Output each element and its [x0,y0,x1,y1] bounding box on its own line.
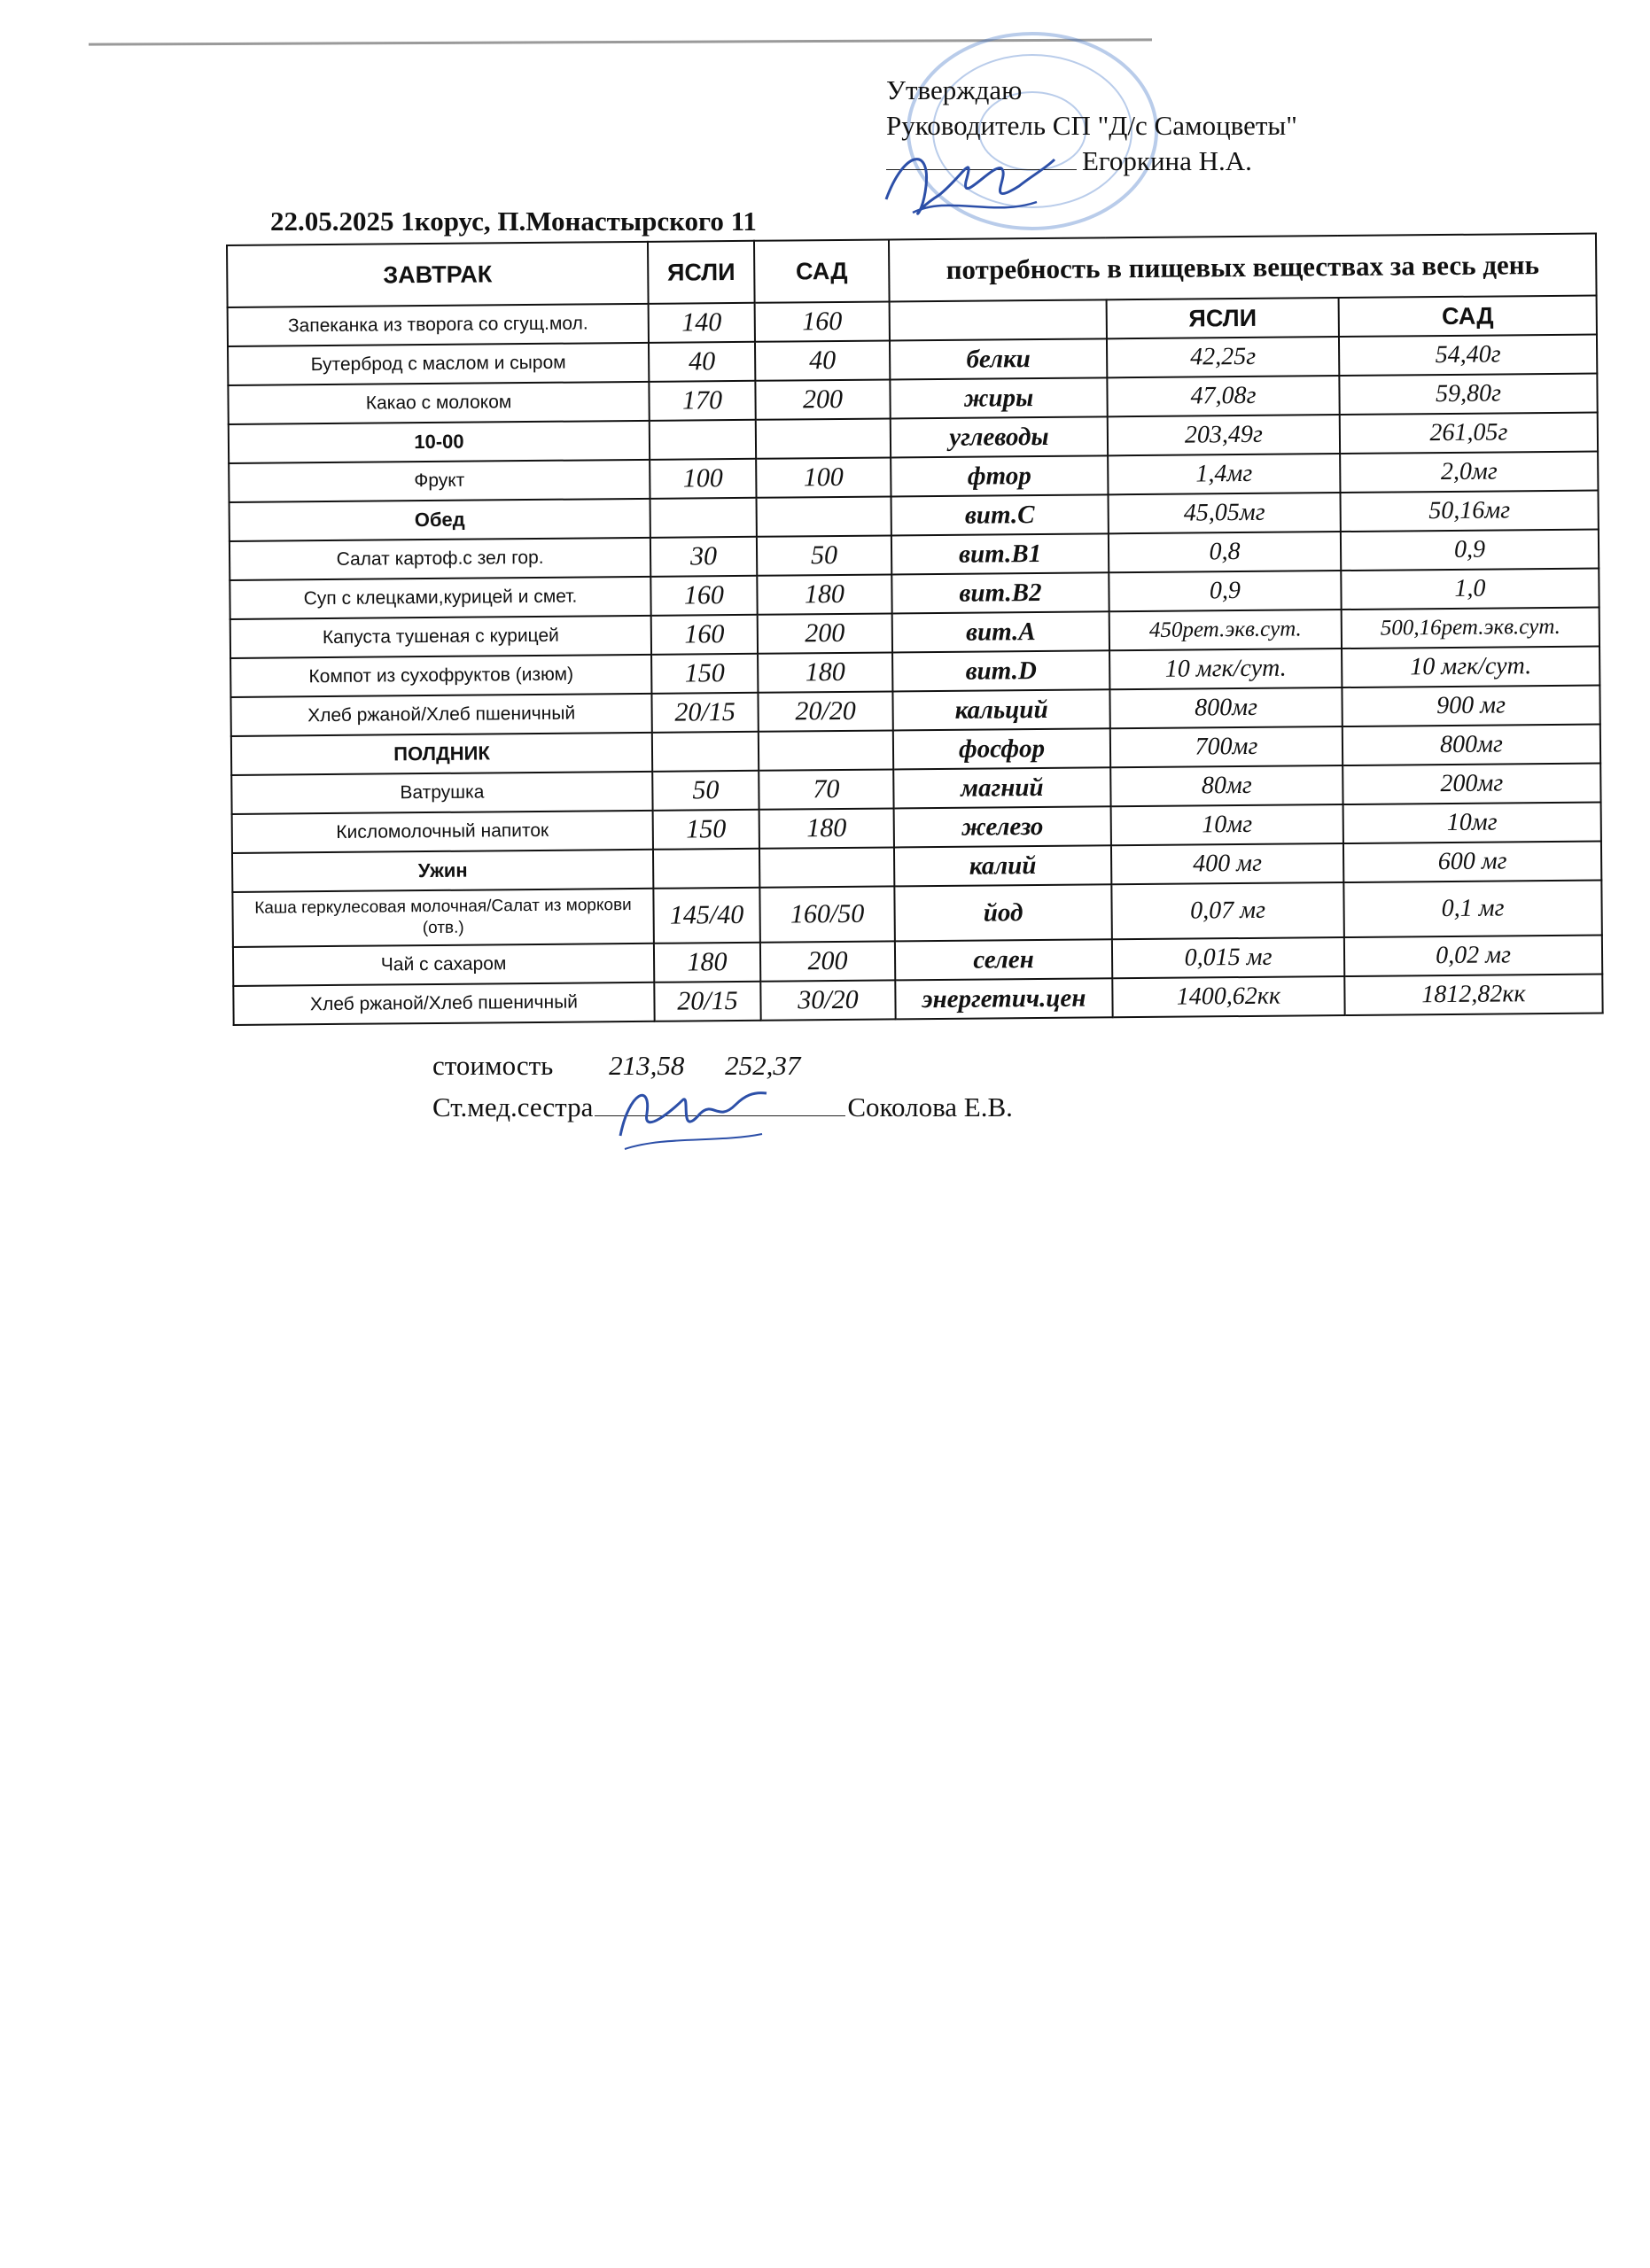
header-sad: САД [754,239,890,302]
needs-sad-cell: 10 мгк/сут. [1342,646,1599,687]
yasli-portion-cell [653,849,759,889]
nutrient-cell: вит.А [892,611,1109,652]
nutrient-cell: йод [894,884,1112,941]
needs-yasli-cell: 1,4мг [1108,454,1340,494]
needs-yasli-cell: 203,49г [1108,415,1340,455]
needs-yasli-header: ЯСЛИ [1107,298,1339,338]
yasli-portion-cell: 50 [652,771,759,811]
nutrient-cell: жиры [890,377,1107,418]
approval-line2: Руководитель СП "Д/с Самоцветы" [886,110,1297,141]
approval-block [886,73,1297,179]
sad-portion-cell: 30/20 [760,980,895,1020]
sad-portion-cell: 70 [759,769,893,809]
dish-cell: Компот из сухофруктов (изюм) [230,655,651,697]
needs-yasli-cell: 0,07 мг [1111,882,1344,939]
yasli-portion-cell: 145/40 [653,888,760,944]
needs-sad-cell: 54,40г [1339,335,1597,377]
page-title: 22.05.2025 1корус, П.Монастырского 11 [270,206,757,237]
needs-yasli-cell: 0,015 мг [1112,937,1344,978]
dish-cell: Обед [230,499,650,541]
header-yasli: ЯСЛИ [648,241,755,304]
yasli-portion-cell: 40 [649,342,755,382]
needs-sad-cell: 1812,82кк [1344,974,1602,1015]
needs-yasli-cell: 45,05мг [1109,493,1341,533]
needs-yasli-cell: 42,25г [1107,337,1339,377]
nutrient-cell: фосфор [893,728,1110,769]
needs-yasli-cell: 0,9 [1109,571,1341,611]
dish-cell: ПОЛДНИК [231,733,652,775]
dish-cell: Салат картоф.с зел гор. [230,538,650,580]
sad-portion-cell: 20/20 [758,691,892,731]
sad-portion-cell: 180 [758,652,892,692]
sad-portion-cell [756,418,891,458]
nutrient-cell [890,299,1107,340]
nutrient-cell: кальций [892,689,1109,730]
menu-table [226,232,1604,1025]
yasli-portion-cell: 150 [651,654,758,694]
needs-yasli-cell: 1400,62кк [1112,976,1344,1017]
needs-yasli-cell: 700мг [1110,726,1343,767]
approval-name: Егоркина Н.А. [1082,145,1252,176]
dish-cell: Запеканка из творога со сгущ.мол. [228,304,649,346]
yasli-portion-cell: 160 [651,615,758,655]
cost-label: стоимость [432,1050,554,1081]
nutrient-cell: вит.В2 [891,572,1109,613]
dish-cell: Ужин [232,850,653,892]
needs-yasli-cell: 47,08г [1107,376,1339,416]
yasli-portion-cell: 180 [654,943,760,983]
sad-portion-cell [759,730,893,770]
dish-cell: Капуста тушеная с курицей [230,616,651,658]
nurse-signature-line [432,1091,1013,1123]
needs-sad-cell: 600 мг [1343,841,1601,882]
sad-portion-cell: 160/50 [759,886,895,942]
dish-cell: Ватрушка [231,772,652,814]
nutrient-cell: белки [890,338,1107,379]
sad-portion-cell: 200 [758,613,892,653]
yasli-portion-cell: 170 [649,381,755,421]
needs-sad-cell: 500,16рет.экв.сут. [1342,607,1599,649]
nutrient-cell: селен [895,939,1112,980]
yasli-portion-cell: 160 [650,576,757,616]
dish-cell: Суп с клецками,курицей и смет. [230,577,650,619]
needs-sad-cell: 2,0мг [1340,451,1598,493]
nutrient-cell: магний [893,767,1110,808]
needs-sad-cell: 0,02 мг [1344,935,1602,976]
dish-cell: Фрукт [229,460,650,502]
dish-cell: Бутерброд с маслом и сыром [228,343,649,385]
needs-sad-cell: 800мг [1343,724,1600,765]
needs-sad-cell: 261,05г [1340,413,1598,454]
cost-line [432,1050,800,1082]
sad-portion-cell: 180 [757,574,891,614]
needs-sad-cell: 1,0 [1341,568,1599,610]
scan-top-line [89,38,1152,45]
dish-cell: Хлеб ржаной/Хлеб пшеничный [233,983,654,1025]
needs-sad-header: САД [1339,296,1597,338]
header-meal: ЗАВТРАК [227,242,649,307]
yasli-portion-cell [650,498,757,538]
sad-portion-cell: 200 [760,941,895,981]
sad-portion-cell: 200 [755,379,890,419]
table-header-row [227,234,1597,307]
sad-portion-cell: 40 [755,340,890,380]
nutrient-cell: вит.В1 [891,533,1109,574]
yasli-portion-cell [652,732,759,772]
nutrient-cell: энергетич.цен [895,978,1112,1019]
approval-signature-line [886,144,1297,179]
needs-sad-cell: 10мг [1343,802,1601,843]
yasli-portion-cell: 20/15 [651,693,758,733]
needs-yasli-cell: 450рет.экв.сут. [1109,610,1342,650]
needs-sad-cell: 50,16мг [1340,490,1598,532]
nutrient-cell: углеводы [891,416,1108,457]
needs-yasli-cell: 800мг [1109,687,1342,728]
dish-cell: Какао с молоком [228,382,649,424]
approval-line1: Утверждаю [886,74,1023,105]
needs-sad-cell: 0,9 [1341,529,1599,571]
dish-cell: Хлеб ржаной/Хлеб пшеничный [230,694,651,736]
yasli-portion-cell: 150 [653,810,759,850]
sad-portion-cell: 50 [757,535,891,575]
yasli-portion-cell: 30 [650,537,757,577]
yasli-portion-cell: 20/15 [654,982,760,1021]
nutrient-cell: вит.С [891,494,1109,535]
sad-portion-cell: 160 [755,301,890,341]
needs-sad-cell: 59,80г [1339,374,1597,416]
nutrient-cell: калий [894,845,1111,886]
cost-sad: 252,37 [725,1050,801,1081]
dish-cell: 10-00 [229,421,650,463]
yasli-portion-cell: 100 [650,459,756,499]
sad-portion-cell [759,847,894,887]
nutrient-cell: вит.D [892,650,1109,691]
cost-yasli: 213,58 [609,1050,685,1081]
yasli-portion-cell: 140 [649,303,755,343]
yasli-portion-cell [650,420,756,460]
dish-cell: Чай с сахаром [233,944,654,986]
header-needs: потребность в пищевых веществах за весь день [889,234,1597,302]
nutrient-cell: железо [894,806,1111,847]
sad-portion-cell [757,496,891,536]
nurse-label: Ст.мед.сестра [432,1091,594,1122]
needs-yasli-cell: 80мг [1110,765,1343,806]
dish-cell: Кисломолочный напиток [232,811,653,853]
needs-sad-cell: 0,1 мг [1343,880,1602,937]
sad-portion-cell: 100 [756,457,891,497]
needs-yasli-cell: 400 мг [1111,843,1343,884]
nurse-name: Соколова Е.В. [847,1091,1013,1122]
needs-yasli-cell: 0,8 [1109,532,1341,572]
dish-cell: Каша геркулесовая молочная/Салат из моркови (отв.) [232,889,654,947]
needs-sad-cell: 200мг [1343,763,1600,804]
nutrient-cell: фтор [891,455,1108,496]
needs-sad-cell: 900 мг [1342,685,1599,726]
sad-portion-cell: 180 [759,808,894,848]
needs-yasli-cell: 10 мгк/сут. [1109,649,1342,689]
needs-yasli-cell: 10мг [1111,804,1343,845]
